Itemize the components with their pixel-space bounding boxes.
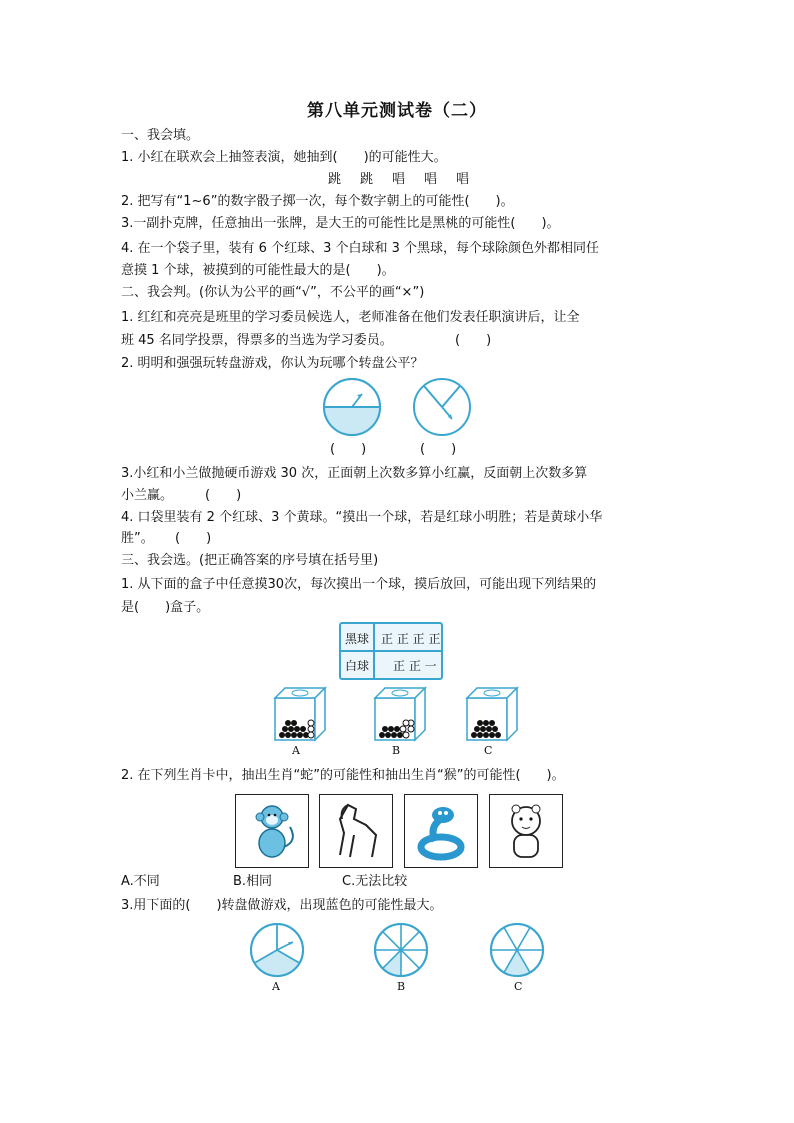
q1-option-3: 唱 xyxy=(392,172,406,187)
section2-q4-line2: 胜”。 xyxy=(121,531,154,546)
answer-bracket: ( ) xyxy=(205,488,242,503)
spinner-answer-1: ( ) xyxy=(330,442,367,457)
tally-table xyxy=(339,622,443,680)
ball-boxes xyxy=(270,686,530,742)
fairness-spinners xyxy=(320,376,480,438)
tiger-icon xyxy=(490,795,562,867)
section3-heading: 三、我会选。(把正确答案的序号填在括号里) xyxy=(121,553,379,568)
spinner-answer-2: ( ) xyxy=(420,442,457,457)
section3-q3: 3.用下面的( )转盘做游戏，出现蓝色的可能性最大。 xyxy=(121,898,443,913)
box-label-c: C xyxy=(484,744,493,757)
tally-black-label: 黑球 xyxy=(345,632,370,646)
spinner-c xyxy=(491,924,543,976)
section1-q2: 2. 把写有“1~6”的数字骰子掷一次，每个数字朝上的可能性( )。 xyxy=(121,194,514,209)
section1-q4-line2: 意摸 1 个球，被摸到的可能性最大的是( )。 xyxy=(121,263,395,278)
option-b: B.相同 xyxy=(233,874,273,889)
spinner-label-a: A xyxy=(272,980,280,993)
spinner-unequal xyxy=(414,379,470,435)
section2-q4-line1: 4. 口袋里装有 2 个红球、3 个黄球。“摸出一个球，若是红球小明胜；若是黄球小华 xyxy=(121,510,603,525)
box-b xyxy=(375,688,425,740)
section1-q3: 3.一副扑克牌，任意抽出一张牌，是大王的可能性比是黑桃的可能性( )。 xyxy=(121,216,560,231)
page-title: 第八单元测试卷（二） xyxy=(307,101,487,121)
zodiac-card-monkey xyxy=(235,794,309,868)
box-label-a: A xyxy=(292,744,300,757)
zodiac-card-snake xyxy=(404,794,478,868)
answer-bracket: ( ) xyxy=(455,333,492,348)
horse-icon xyxy=(320,795,392,867)
choice-spinners xyxy=(245,920,555,980)
spinner-a xyxy=(251,924,303,976)
section3-q2: 2. 在下列生肖卡中，抽出生肖“蛇”的可能性和抽出生肖“猴”的可能性( )。 xyxy=(121,768,565,783)
spinner-label-b: B xyxy=(397,980,406,993)
section2-q3-line1: 3.小红和小兰做抛硬币游戏 30 次，正面朝上次数多算小红赢，反面朝上次数多算 xyxy=(121,466,588,481)
section3-q1-line2: 是( )盒子。 xyxy=(121,600,210,615)
spinner-half-fill xyxy=(324,379,380,435)
monkey-icon xyxy=(236,795,308,867)
tally-black-marks: 正 正 正 正 xyxy=(381,632,441,646)
section2-heading: 二、我会判。(你认为公平的画“√”，不公平的画“×”) xyxy=(121,285,425,300)
option-c: C.无法比较 xyxy=(342,874,408,889)
q1-option-1: 跳 xyxy=(328,172,342,187)
zodiac-card-horse xyxy=(319,794,393,868)
section2-q1-line1: 1. 红红和亮亮是班里的学习委员候选人，老师准备在他们发表任职演讲后，让全 xyxy=(121,310,580,325)
q1-option-5: 唱 xyxy=(456,172,470,187)
section1-heading: 一、我会填。 xyxy=(121,128,200,143)
box-label-b: B xyxy=(392,744,401,757)
zodiac-card-tiger xyxy=(489,794,563,868)
section2-q1-line2: 班 45 名同学投票，得票多的当选为学习委员。 xyxy=(121,333,393,348)
tally-white-marks: 正 正 一 xyxy=(393,659,437,673)
q1-option-4: 唱 xyxy=(424,172,438,187)
section1-q4-line1: 4. 在一个袋子里，装有 6 个红球、3 个白球和 3 个黑球，每个球除颜色外都相同任 xyxy=(121,241,600,256)
option-a: A.不同 xyxy=(121,874,160,889)
section1-q1: 1. 小红在联欢会上抽签表演，她抽到( )的可能性大。 xyxy=(121,150,447,165)
box-a xyxy=(275,688,325,740)
section2-q2: 2. 明明和强强玩转盘游戏，你认为玩哪个转盘公平？ xyxy=(121,356,424,371)
section2-q3-line2: 小兰赢。 xyxy=(121,488,174,503)
spinner-label-c: C xyxy=(514,980,523,993)
answer-bracket: ( ) xyxy=(175,531,212,546)
spinner-b xyxy=(375,924,427,976)
q1-option-2: 跳 xyxy=(360,172,374,187)
tally-white-label: 白球 xyxy=(345,659,370,673)
section3-q1-line1: 1. 从下面的盒子中任意摸30次，每次摸出一个球，摸后放回，可能出现下列结果的 xyxy=(121,577,597,592)
box-c xyxy=(467,688,517,740)
snake-icon xyxy=(405,795,477,867)
